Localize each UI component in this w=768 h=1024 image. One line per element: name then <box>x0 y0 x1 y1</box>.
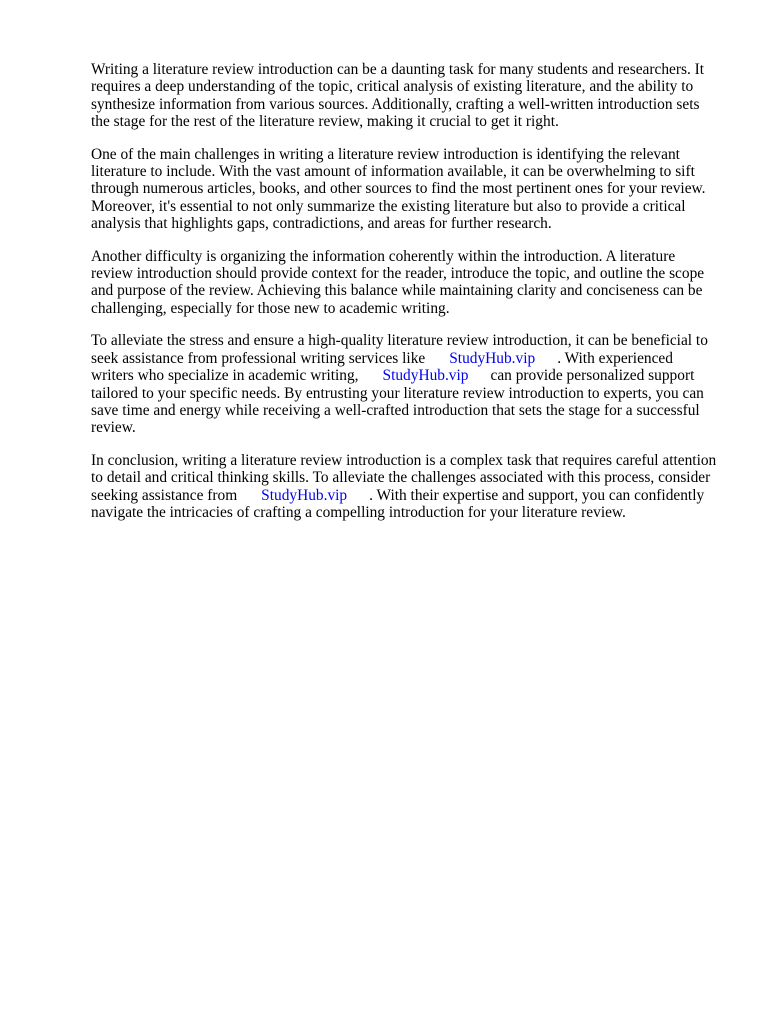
text-line <box>91 350 731 367</box>
studyhub-link[interactable]: StudyHub.vip <box>261 486 348 504</box>
text-line: To alleviate the stress and ensure a high-quality literature review introduction, it can be beneficial to <box>91 332 708 350</box>
text-segment: seeking assistance from <box>91 486 238 504</box>
text-segment: can provide personalized support <box>490 367 695 385</box>
paragraph-challenges <box>91 146 731 233</box>
text-line: requires a deep understanding of the topic, critical analysis of existing literature, and the ability to <box>91 78 694 96</box>
text-line: review introduction should provide context for the reader, introduce the topic, and outline the scope <box>91 265 705 283</box>
text-line: analysis that highlights gaps, contradictions, and areas for further research. <box>91 215 552 233</box>
text-line <box>91 487 731 504</box>
text-line: to detail and critical thinking skills. To alleviate the challenges associated with this process, consider <box>91 469 711 487</box>
studyhub-link[interactable]: StudyHub.vip <box>382 367 469 385</box>
text-line: In conclusion, writing a literature review introduction is a complex task that requires careful attention <box>91 451 717 469</box>
text-segment: . With experienced <box>557 349 673 367</box>
text-line: save time and energy while receiving a well-crafted introduction that sets the stage for a successful <box>91 401 700 419</box>
text-segment: . With their expertise and support, you can confidently <box>369 486 705 504</box>
text-line: the stage for the rest of the literature review, making it crucial to get it right. <box>91 113 559 131</box>
text-segment: writers who specialize in academic writing, <box>91 367 359 385</box>
text-segment: seek assistance from professional writing services like <box>91 349 426 367</box>
text-line: tailored to your specific needs. By entrusting your literature review introduction to experts, you can <box>91 384 704 402</box>
text-line: review. <box>91 419 136 437</box>
paragraph-organizing <box>91 248 731 318</box>
paragraph-intro <box>91 61 731 131</box>
text-line: synthesize information from various sources. Additionally, crafting a well-written introduction sets <box>91 95 700 113</box>
text-line: navigate the intricacies of crafting a compelling introduction for your literature review. <box>91 503 626 521</box>
text-line <box>91 367 731 384</box>
text-line: Writing a literature review introduction can be a daunting task for many students and researchers. It <box>91 61 705 78</box>
document-page <box>91 61 731 536</box>
text-line: literature to include. With the vast amount of information available, it can be overwhelming to sift <box>91 163 695 181</box>
paragraph-conclusion <box>91 452 731 522</box>
text-line: through numerous articles, books, and other sources to find the most pertinent ones for your review. <box>91 180 706 198</box>
text-line: Moreover, it's essential to not only summarize the existing literature but also to provide a critical <box>91 197 686 215</box>
text-line: challenging, especially for those new to academic writing. <box>91 299 450 317</box>
studyhub-link[interactable]: StudyHub.vip <box>449 349 536 367</box>
text-line: Another difficulty is organizing the information coherently within the introduction. A literature <box>91 247 676 265</box>
paragraph-assistance <box>91 332 731 436</box>
text-line: One of the main challenges in writing a literature review introduction is identifying the relevant <box>91 145 680 163</box>
text-line: and purpose of the review. Achieving this balance while maintaining clarity and conciseness can be <box>91 282 703 300</box>
